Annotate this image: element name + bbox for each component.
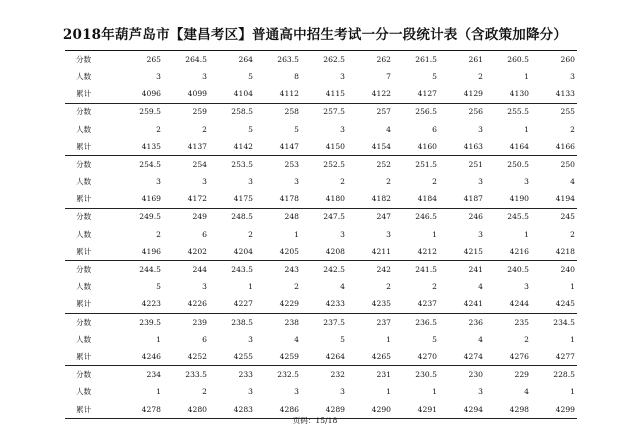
table-cell: 244 <box>163 261 209 279</box>
table-cell: 243 <box>255 261 301 279</box>
table-cell: 3 <box>478 229 483 239</box>
table-cell: 3 <box>524 177 529 187</box>
table-cell: 4264 <box>325 351 345 361</box>
table-cell: 2 <box>524 334 529 344</box>
table-cell: 2 <box>432 177 437 187</box>
row-label: 人数 <box>76 387 92 397</box>
table-cell: 3 <box>524 282 529 292</box>
table-cell: 251.5 <box>393 156 439 174</box>
page-title: 2018年葫芦岛市【建昌考区】普通高中招生考试一分一段统计表（含政策加降分） <box>62 27 568 43</box>
table-cell: 242 <box>347 261 393 279</box>
table-cell: 246 <box>439 208 485 226</box>
score-row <box>65 208 577 226</box>
table-cell: 4150 <box>325 141 345 151</box>
table-cell: 258.5 <box>209 103 255 121</box>
row-label: 分数 <box>65 156 117 174</box>
table-cell: 4255 <box>233 351 253 361</box>
table-cell: 2 <box>294 282 299 292</box>
table-cell: 5 <box>432 71 437 81</box>
count-row <box>65 173 577 190</box>
table-cell: 4137 <box>187 141 207 151</box>
table-cell: 4104 <box>233 89 253 99</box>
table-cell: 4299 <box>531 401 577 419</box>
table-cell: 242.5 <box>301 261 347 279</box>
table-cell: 2 <box>156 229 161 239</box>
table-cell: 4164 <box>509 141 529 151</box>
table-cell: 246.5 <box>393 208 439 226</box>
table-cell: 1 <box>156 334 161 344</box>
table-cell: 237 <box>347 313 393 331</box>
cumulative-row <box>65 138 577 156</box>
table-cell: 4237 <box>417 299 437 309</box>
table-cell: 259 <box>163 103 209 121</box>
table-cell: 237.5 <box>301 313 347 331</box>
table-cell: 3 <box>156 177 161 187</box>
table-cell: 249.5 <box>117 208 163 226</box>
table-cell: 4294 <box>439 401 485 419</box>
table-cell: 1 <box>570 282 575 292</box>
table-cell: 233 <box>209 366 255 384</box>
table-cell: 4235 <box>371 299 391 309</box>
table-cell: 4215 <box>463 246 483 256</box>
table-cell: 248.5 <box>209 208 255 226</box>
table-cell: 262 <box>347 51 393 69</box>
table-cell: 1 <box>524 71 529 81</box>
table-cell: 4190 <box>509 194 529 204</box>
table-cell: 4291 <box>393 401 439 419</box>
table-cell: 228.5 <box>531 366 577 384</box>
table-cell: 3 <box>156 71 161 81</box>
table-cell: 250 <box>531 156 577 174</box>
table-cell: 256.5 <box>393 103 439 121</box>
table-cell: 4147 <box>279 141 299 151</box>
table-cell: 4218 <box>555 246 575 256</box>
table-cell: 4274 <box>463 351 483 361</box>
row-label: 累计 <box>76 246 92 256</box>
table-cell: 236.5 <box>393 313 439 331</box>
row-label: 分数 <box>65 103 117 121</box>
cumulative-row <box>65 348 577 366</box>
row-label: 分数 <box>65 366 117 384</box>
table-cell: 1 <box>386 334 391 344</box>
table-cell: 1 <box>524 229 529 239</box>
table-cell: 2 <box>570 124 575 134</box>
table-cell: 1 <box>432 387 437 397</box>
table-cell: 3 <box>340 229 345 239</box>
table-cell: 263.5 <box>255 51 301 69</box>
table-cell: 241 <box>439 261 485 279</box>
table-cell: 260 <box>531 51 577 69</box>
table-cell: 241.5 <box>393 261 439 279</box>
table-cell: 4 <box>294 334 299 344</box>
table-cell: 247.5 <box>301 208 347 226</box>
table-cell: 4223 <box>141 299 161 309</box>
table-cell: 264 <box>209 51 255 69</box>
table-cell: 247 <box>347 208 393 226</box>
table-cell: 4130 <box>509 89 529 99</box>
table-cell: 3 <box>340 124 345 134</box>
table-cell: 3 <box>340 387 345 397</box>
table-cell: 244.5 <box>117 261 163 279</box>
table-cell: 4 <box>478 282 483 292</box>
table-cell: 254.5 <box>117 156 163 174</box>
table-cell: 7 <box>386 71 391 81</box>
table-cell: 6 <box>432 124 437 134</box>
table-cell: 256 <box>439 103 485 121</box>
table-cell: 4278 <box>117 401 163 419</box>
row-label: 人数 <box>76 334 92 344</box>
table-cell: 239 <box>163 313 209 331</box>
table-cell: 1 <box>156 387 161 397</box>
row-label: 累计 <box>76 194 92 204</box>
cumulative-row <box>65 296 577 314</box>
table-cell: 2 <box>432 282 437 292</box>
table-cell: 4290 <box>347 401 393 419</box>
table-cell: 261 <box>439 51 485 69</box>
table-cell: 262.5 <box>301 51 347 69</box>
table-cell: 255 <box>531 103 577 121</box>
table-cell: 3 <box>294 177 299 187</box>
table-cell: 4 <box>386 124 391 134</box>
table-cell: 255.5 <box>485 103 531 121</box>
table-cell: 4196 <box>141 246 161 256</box>
table-cell: 3 <box>478 177 483 187</box>
table-cell: 5 <box>340 334 345 344</box>
table-cell: 4 <box>570 177 575 187</box>
table-cell: 245 <box>531 208 577 226</box>
count-row <box>65 121 577 138</box>
table-cell: 1 <box>248 282 253 292</box>
table-cell: 4127 <box>417 89 437 99</box>
table-cell: 239.5 <box>117 313 163 331</box>
score-row <box>65 51 577 69</box>
table-cell: 2 <box>202 124 207 134</box>
row-label: 分数 <box>65 261 117 279</box>
table-cell: 3 <box>570 71 575 81</box>
table-cell: 4194 <box>555 194 575 204</box>
table-cell: 4187 <box>463 194 483 204</box>
table-cell: 257 <box>347 103 393 121</box>
table-cell: 261.5 <box>393 51 439 69</box>
table-cell: 4163 <box>463 141 483 151</box>
table-cell: 3 <box>340 71 345 81</box>
row-label: 累计 <box>76 351 92 361</box>
table-cell: 4233 <box>325 299 345 309</box>
table-cell: 5 <box>156 282 161 292</box>
table-cell: 245.5 <box>485 208 531 226</box>
table-cell: 8 <box>294 71 299 81</box>
table-cell: 234 <box>117 366 163 384</box>
table-cell: 1 <box>524 124 529 134</box>
table-cell: 4135 <box>141 141 161 151</box>
table-cell: 236 <box>439 313 485 331</box>
table-cell: 4184 <box>417 194 437 204</box>
table-cell: 4182 <box>371 194 391 204</box>
row-label: 累计 <box>76 299 92 309</box>
table-cell: 4178 <box>279 194 299 204</box>
table-cell: 232.5 <box>255 366 301 384</box>
table-cell: 2 <box>248 229 253 239</box>
table-cell: 231 <box>347 366 393 384</box>
row-label: 分数 <box>65 313 117 331</box>
table-cell: 5 <box>294 124 299 134</box>
table-cell: 260.5 <box>485 51 531 69</box>
table-cell: 4208 <box>325 246 345 256</box>
table-cell: 3 <box>202 177 207 187</box>
table-cell: 3 <box>478 124 483 134</box>
table-cell: 2 <box>340 177 345 187</box>
table-cell: 3 <box>386 229 391 239</box>
table-cell: 4122 <box>371 89 391 99</box>
table-cell: 257.5 <box>301 103 347 121</box>
table-cell: 252 <box>347 156 393 174</box>
table-cell: 251 <box>439 156 485 174</box>
table-cell: 243.5 <box>209 261 255 279</box>
table-cell: 4154 <box>371 141 391 151</box>
table-cell: 4129 <box>463 89 483 99</box>
score-row <box>65 261 577 279</box>
table-cell: 1 <box>432 229 437 239</box>
table-cell: 250.5 <box>485 156 531 174</box>
table-cell: 4259 <box>279 351 299 361</box>
table-cell: 3 <box>202 282 207 292</box>
table-cell: 4289 <box>301 401 347 419</box>
table-cell: 254 <box>163 156 209 174</box>
table-cell: 4265 <box>371 351 391 361</box>
table-cell: 240.5 <box>485 261 531 279</box>
table-cell: 4270 <box>417 351 437 361</box>
table-cell: 233.5 <box>163 366 209 384</box>
table-cell: 4180 <box>325 194 345 204</box>
table-cell: 4227 <box>233 299 253 309</box>
table-cell: 4133 <box>555 89 575 99</box>
table-cell: 4205 <box>279 246 299 256</box>
row-label: 分数 <box>65 208 117 226</box>
table-cell: 4298 <box>485 401 531 419</box>
count-row <box>65 226 577 243</box>
row-label: 累计 <box>65 401 117 419</box>
count-row <box>65 384 577 401</box>
table-cell: 4226 <box>187 299 207 309</box>
table-cell: 253.5 <box>209 156 255 174</box>
row-label: 人数 <box>76 229 92 239</box>
cumulative-row <box>65 191 577 209</box>
table-cell: 2 <box>478 71 483 81</box>
score-row <box>65 103 577 121</box>
table-cell: 4277 <box>555 351 575 361</box>
table-cell: 4112 <box>279 89 299 99</box>
score-distribution-table <box>65 50 577 419</box>
row-label: 人数 <box>76 282 92 292</box>
cumulative-row <box>65 243 577 261</box>
table-cell: 264.5 <box>163 51 209 69</box>
table-cell: 4276 <box>509 351 529 361</box>
table-cell: 4244 <box>509 299 529 309</box>
table-cell: 3 <box>248 177 253 187</box>
table-cell: 230 <box>439 366 485 384</box>
table-cell: 4160 <box>417 141 437 151</box>
table-cell: 4229 <box>279 299 299 309</box>
row-label: 累计 <box>76 89 92 99</box>
table-cell: 4212 <box>417 246 437 256</box>
table-cell: 265 <box>117 51 163 69</box>
table-cell: 4202 <box>187 246 207 256</box>
table-cell: 4096 <box>141 89 161 99</box>
table-cell: 5 <box>248 124 253 134</box>
table-cell: 4286 <box>255 401 301 419</box>
row-label: 人数 <box>76 177 92 187</box>
table-cell: 4241 <box>463 299 483 309</box>
score-row <box>65 313 577 331</box>
table-cell: 230.5 <box>393 366 439 384</box>
table-cell: 258 <box>255 103 301 121</box>
table-cell: 1 <box>570 387 575 397</box>
count-row <box>65 68 577 85</box>
table-cell: 1 <box>570 334 575 344</box>
table-cell: 232 <box>301 366 347 384</box>
table-cell: 5 <box>432 334 437 344</box>
table-cell: 253 <box>255 156 301 174</box>
table-cell: 4216 <box>509 246 529 256</box>
table-cell: 1 <box>386 387 391 397</box>
table-cell: 238.5 <box>209 313 255 331</box>
table-cell: 234.5 <box>531 313 577 331</box>
table-cell: 3 <box>478 387 483 397</box>
table-cell: 3 <box>294 387 299 397</box>
table-cell: 2 <box>570 229 575 239</box>
row-label: 累计 <box>76 141 92 151</box>
table-cell: 4252 <box>187 351 207 361</box>
table-cell: 4172 <box>187 194 207 204</box>
table-cell: 3 <box>248 334 253 344</box>
table-cell: 4115 <box>325 89 345 99</box>
table-cell: 235 <box>485 313 531 331</box>
count-row <box>65 331 577 348</box>
table-cell: 248 <box>255 208 301 226</box>
page-number: 页码：15/18 <box>292 416 338 425</box>
table-cell: 2 <box>156 124 161 134</box>
row-label: 人数 <box>76 71 92 81</box>
table-cell: 6 <box>202 334 207 344</box>
count-row <box>65 278 577 295</box>
row-label: 人数 <box>76 124 92 134</box>
table-cell: 4246 <box>141 351 161 361</box>
table-cell: 3 <box>202 71 207 81</box>
table-cell: 252.5 <box>301 156 347 174</box>
table-cell: 4280 <box>163 401 209 419</box>
table-cell: 2 <box>202 387 207 397</box>
table-cell: 6 <box>202 229 207 239</box>
table-cell: 2 <box>386 282 391 292</box>
table-cell: 4175 <box>233 194 253 204</box>
table-cell: 2 <box>386 177 391 187</box>
table-cell: 4099 <box>187 89 207 99</box>
table-cell: 1 <box>294 229 299 239</box>
table-cell: 5 <box>248 71 253 81</box>
score-row <box>65 156 577 174</box>
table-cell: 3 <box>248 387 253 397</box>
table-cell: 240 <box>531 261 577 279</box>
table-cell: 4142 <box>233 141 253 151</box>
table-cell: 4166 <box>555 141 575 151</box>
table-cell: 4204 <box>233 246 253 256</box>
table-cell: 4 <box>478 334 483 344</box>
table-cell: 4 <box>524 387 529 397</box>
table-cell: 4169 <box>141 194 161 204</box>
table-cell: 4 <box>340 282 345 292</box>
table-cell: 4211 <box>371 246 391 256</box>
table-cell: 238 <box>255 313 301 331</box>
row-label: 分数 <box>65 51 117 69</box>
table-cell: 4245 <box>555 299 575 309</box>
score-row <box>65 366 577 384</box>
table-cell: 229 <box>485 366 531 384</box>
table-cell: 4283 <box>209 401 255 419</box>
table-cell: 249 <box>163 208 209 226</box>
table-cell: 259.5 <box>117 103 163 121</box>
cumulative-row <box>65 85 577 103</box>
